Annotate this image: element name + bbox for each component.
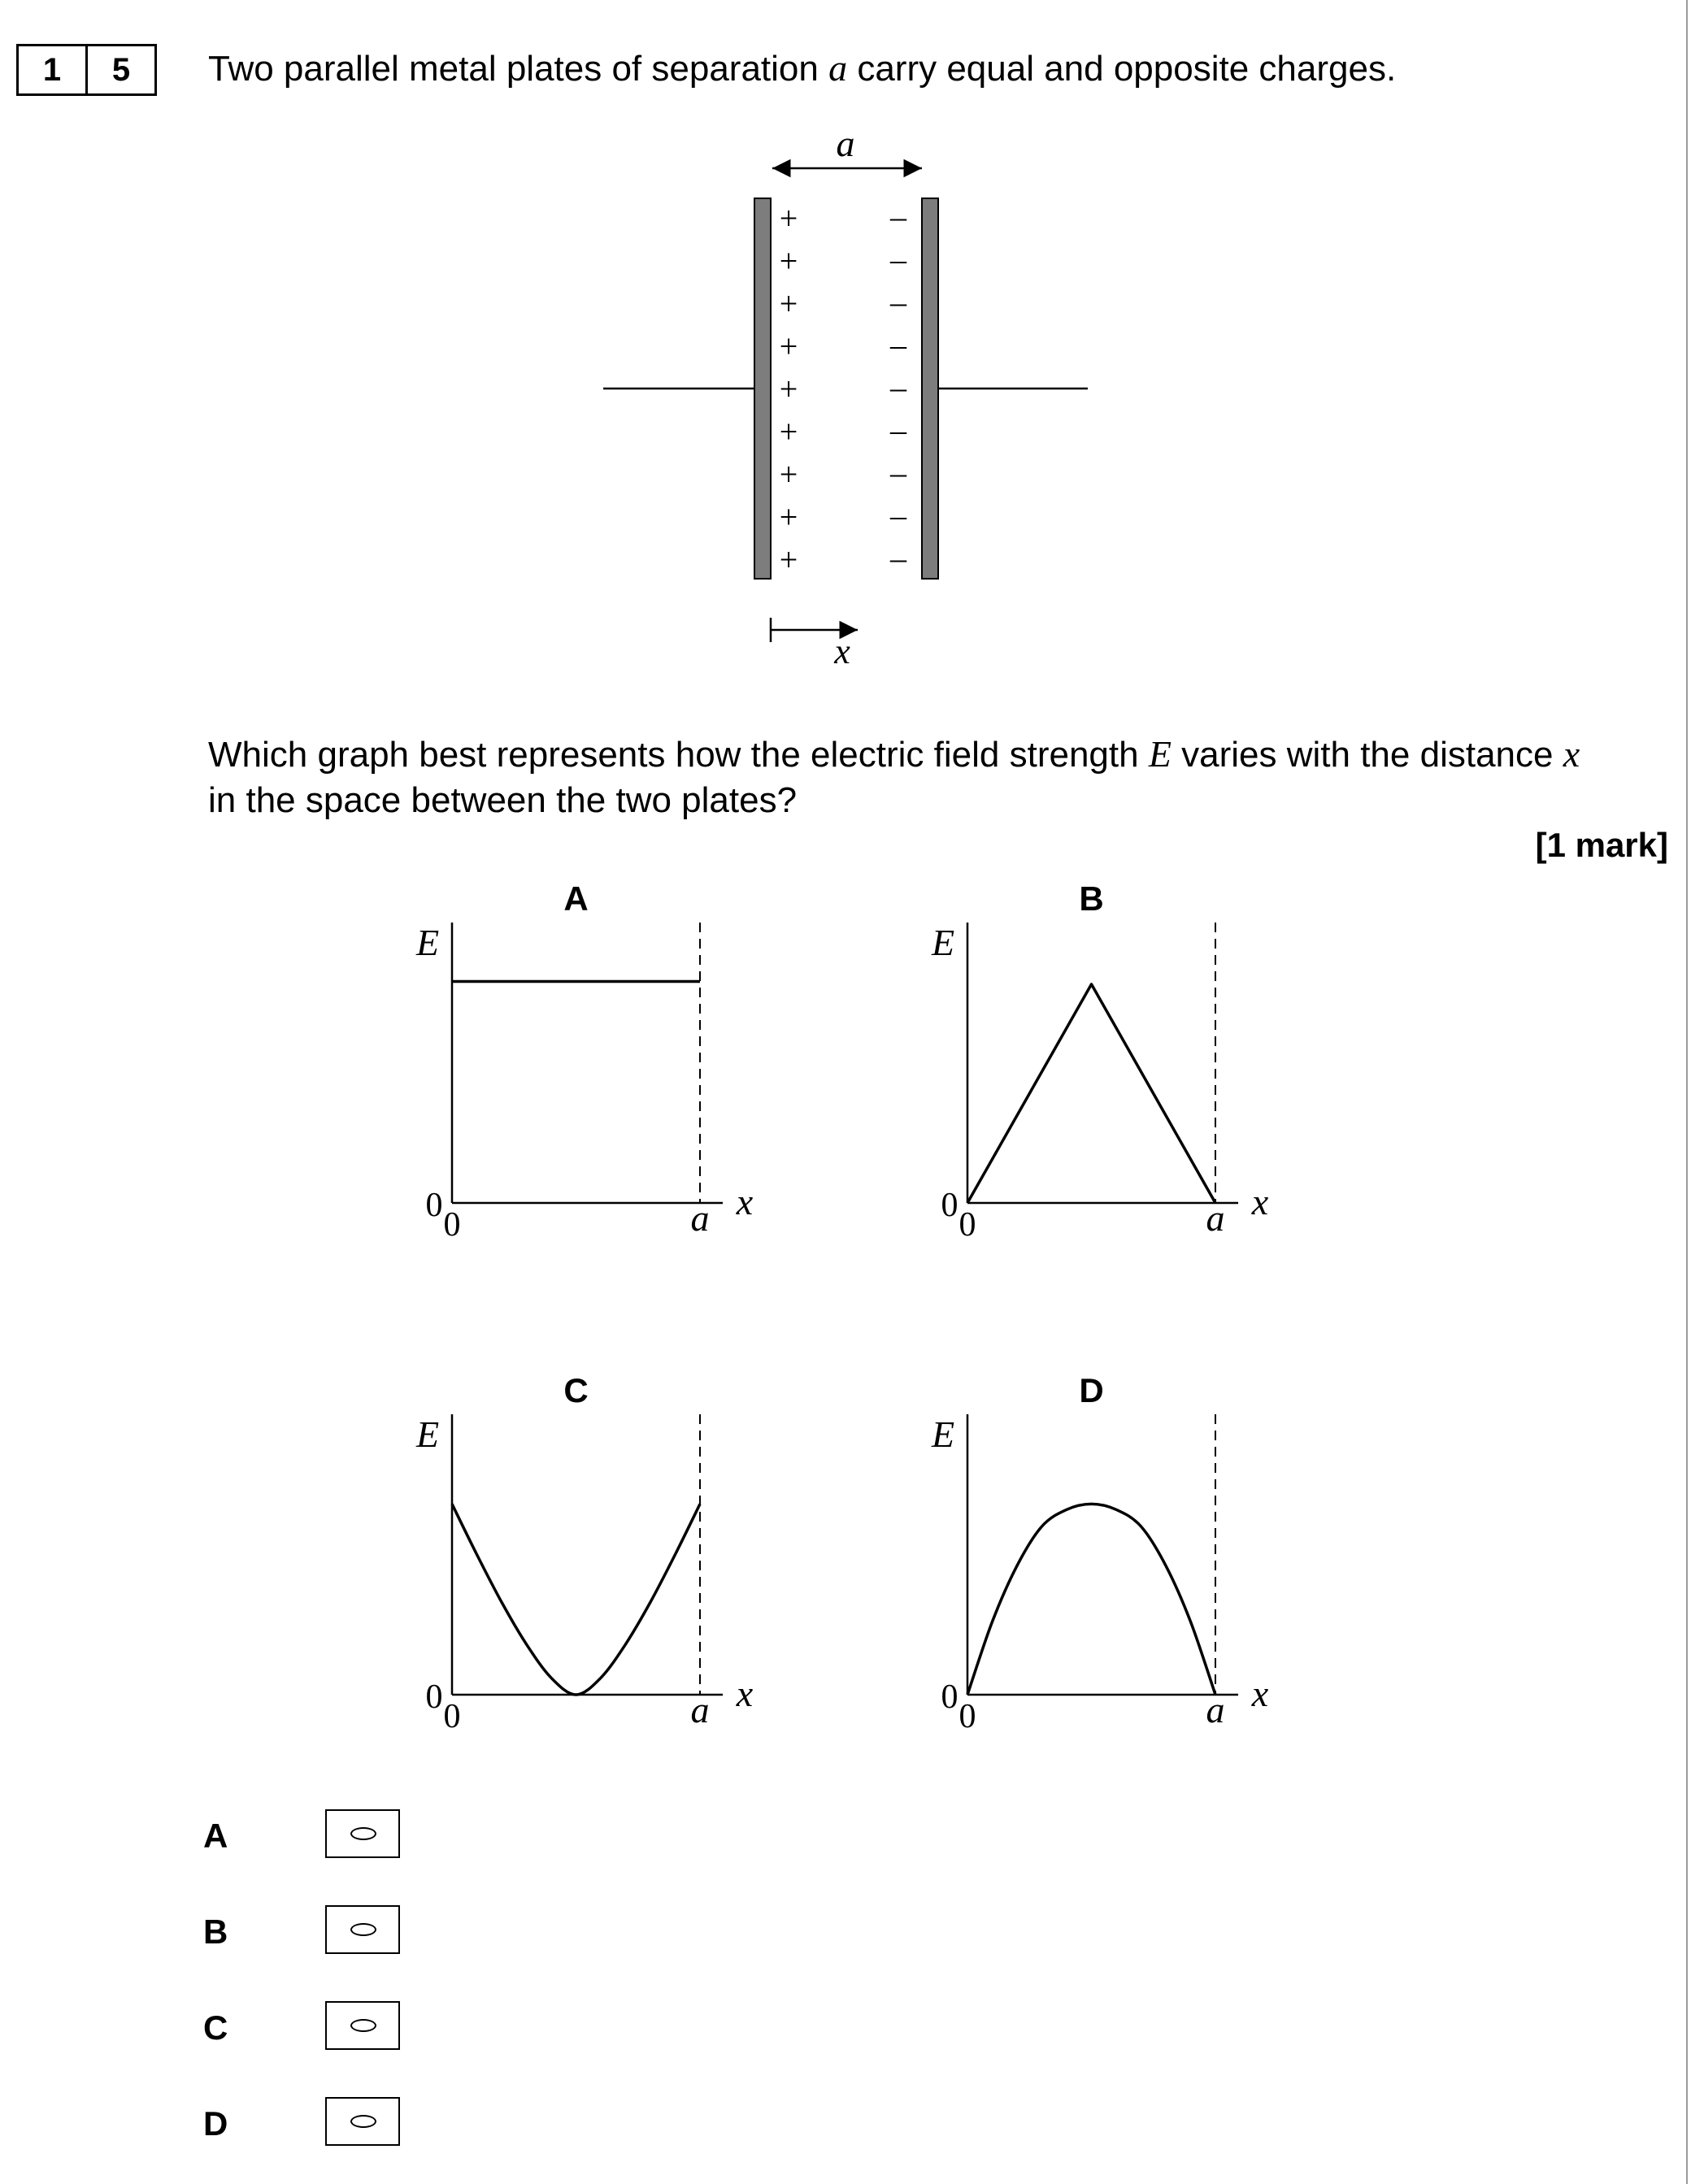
option-label: A [203,1817,228,1855]
y-axis-label: E [415,922,440,963]
negative-charge-sign: – [890,369,906,406]
a-tick-label: a [1206,1689,1225,1730]
option-row-c [203,1999,366,2056]
a-tick-label: a [690,1689,710,1730]
option-row-d [203,2095,366,2152]
field-strength-curve [452,1504,700,1695]
origin-label: 0 [941,1187,959,1224]
prompt-text: Which graph best represents how the electric field strength [208,735,1149,775]
field-strength-curve [967,984,1215,1203]
negative-charge-sign: – [890,326,906,363]
positive-charge-sign: + [779,200,798,237]
prompt-text-line2: in the space between the two plates? [208,780,798,820]
positive-charge-sign: + [779,371,798,407]
x-axis-label: x [736,1673,754,1714]
negative-charge-sign: – [890,540,906,576]
capacitor-diagram [603,123,1088,671]
positive-plate [754,198,771,579]
answer-oval-icon [350,1923,376,1936]
graph-letter: A [563,879,589,918]
prompt-text-mid: varies with the distance [1171,735,1563,775]
positive-charge-sign: + [779,285,798,322]
graph-letter: C [563,1371,589,1409]
field-strength-curve [967,1504,1215,1695]
answer-oval-icon [350,1827,376,1840]
origin-label: 0 [443,1698,461,1735]
option-label: C [203,2008,228,2047]
negative-charge-sign: – [890,497,906,534]
graph-letter: B [1079,879,1104,918]
graph-a [415,879,754,1244]
negative-charge-sign: – [890,198,906,235]
origin-label: 0 [941,1678,959,1716]
option-row-a [203,1808,366,1865]
separation-label: a [836,123,855,164]
origin-label: 0 [425,1678,443,1716]
option-label: D [203,2104,228,2143]
intro-text: Two parallel metal plates of separation [208,49,829,89]
positive-charge-sign: + [779,456,798,493]
prompt-var-x: x [1563,733,1580,775]
prompt-var-e: E [1148,733,1172,775]
negative-charge-sign: – [890,411,906,449]
negative-plate [922,198,938,579]
option-a-answer-box[interactable] [325,1809,400,1858]
negative-charge-sign: – [890,284,906,320]
positive-charge-sign: + [779,242,798,280]
a-tick-label: a [690,1197,710,1239]
distance-label: x [834,632,850,671]
origin-label: 0 [443,1206,461,1244]
positive-charge-sign: + [779,498,798,536]
x-axis-label: x [736,1181,754,1222]
positive-charge-sign: + [779,328,798,365]
origin-label: 0 [959,1698,976,1735]
intro-var-a: a [828,47,848,89]
graph-letter: D [1079,1371,1104,1409]
positive-charge-sign: + [779,541,798,578]
option-label: B [203,1913,228,1951]
graph-b [931,879,1269,1244]
origin-label: 0 [425,1187,443,1224]
x-axis-label: x [1251,1673,1269,1714]
a-tick-label: a [1206,1197,1225,1239]
graph-c [415,1371,754,1735]
marks-label: [1 mark] [1535,826,1668,864]
question-number-digit: 1 [42,52,62,88]
x-axis-label: x [1251,1181,1269,1222]
intro-text-end: carry equal and opposite charges. [847,49,1397,89]
origin-label: 0 [959,1206,976,1244]
option-c-answer-box[interactable] [325,2001,400,2050]
answer-oval-icon [350,2019,376,2032]
option-b-answer-box[interactable] [325,1905,400,1954]
option-row-b [203,1904,366,1960]
negative-charge-sign: – [890,241,906,278]
positive-charge-sign: + [779,413,798,450]
question-number-digit: 5 [85,46,154,93]
answer-oval-icon [350,2115,376,2128]
negative-charge-sign: – [890,454,906,491]
y-axis-label: E [931,922,955,963]
y-axis-label: E [931,1413,955,1455]
option-d-answer-box[interactable] [325,2097,400,2146]
y-axis-label: E [415,1413,440,1455]
graph-d [931,1371,1269,1735]
